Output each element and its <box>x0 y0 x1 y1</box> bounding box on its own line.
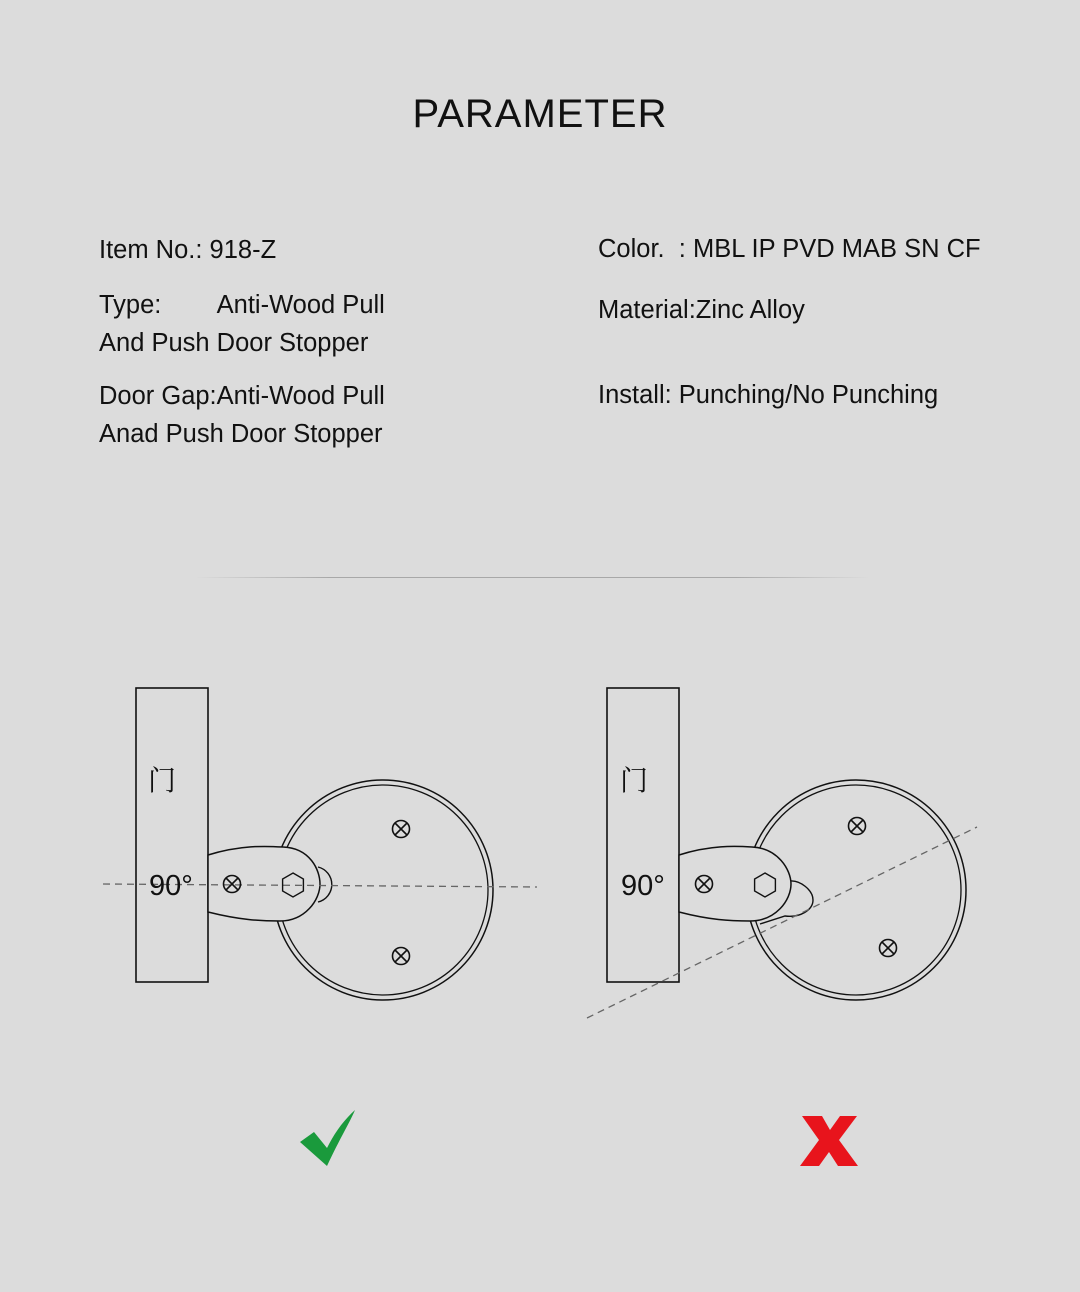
spec-type-line1: Type: Anti-Wood Pull <box>99 291 385 319</box>
diagram-correct <box>103 688 537 1000</box>
spec-install: Install: Punching/No Punching <box>598 381 939 409</box>
diagram-incorrect <box>587 688 977 1018</box>
page-title: PARAMETER <box>412 92 668 136</box>
door-label: 门 <box>148 764 177 797</box>
spec-type-line2: And Push Door Stopper <box>99 329 369 357</box>
x-icon <box>800 1116 858 1166</box>
screw-icon <box>849 818 866 835</box>
door-panel <box>136 688 208 982</box>
screw-icon <box>880 940 897 957</box>
door-panel <box>607 688 679 982</box>
door-label: 门 <box>620 764 649 797</box>
spec-color: Color. : MBL IP PVD MAB SN CF <box>598 235 981 263</box>
spec-item-no: Item No.: 918-Z <box>99 236 277 264</box>
spec-material: Material:Zinc Alloy <box>598 296 805 324</box>
spec-door-gap-line2: Anad Push Door Stopper <box>99 420 383 448</box>
check-icon <box>300 1110 355 1166</box>
spec-door-gap-line1: Door Gap:Anti-Wood Pull <box>99 382 385 410</box>
screw-icon <box>393 948 410 965</box>
angle-label: 90° <box>149 870 193 902</box>
alignment-line <box>587 827 977 1018</box>
screw-icon <box>393 821 410 838</box>
angle-label: 90° <box>621 870 665 902</box>
